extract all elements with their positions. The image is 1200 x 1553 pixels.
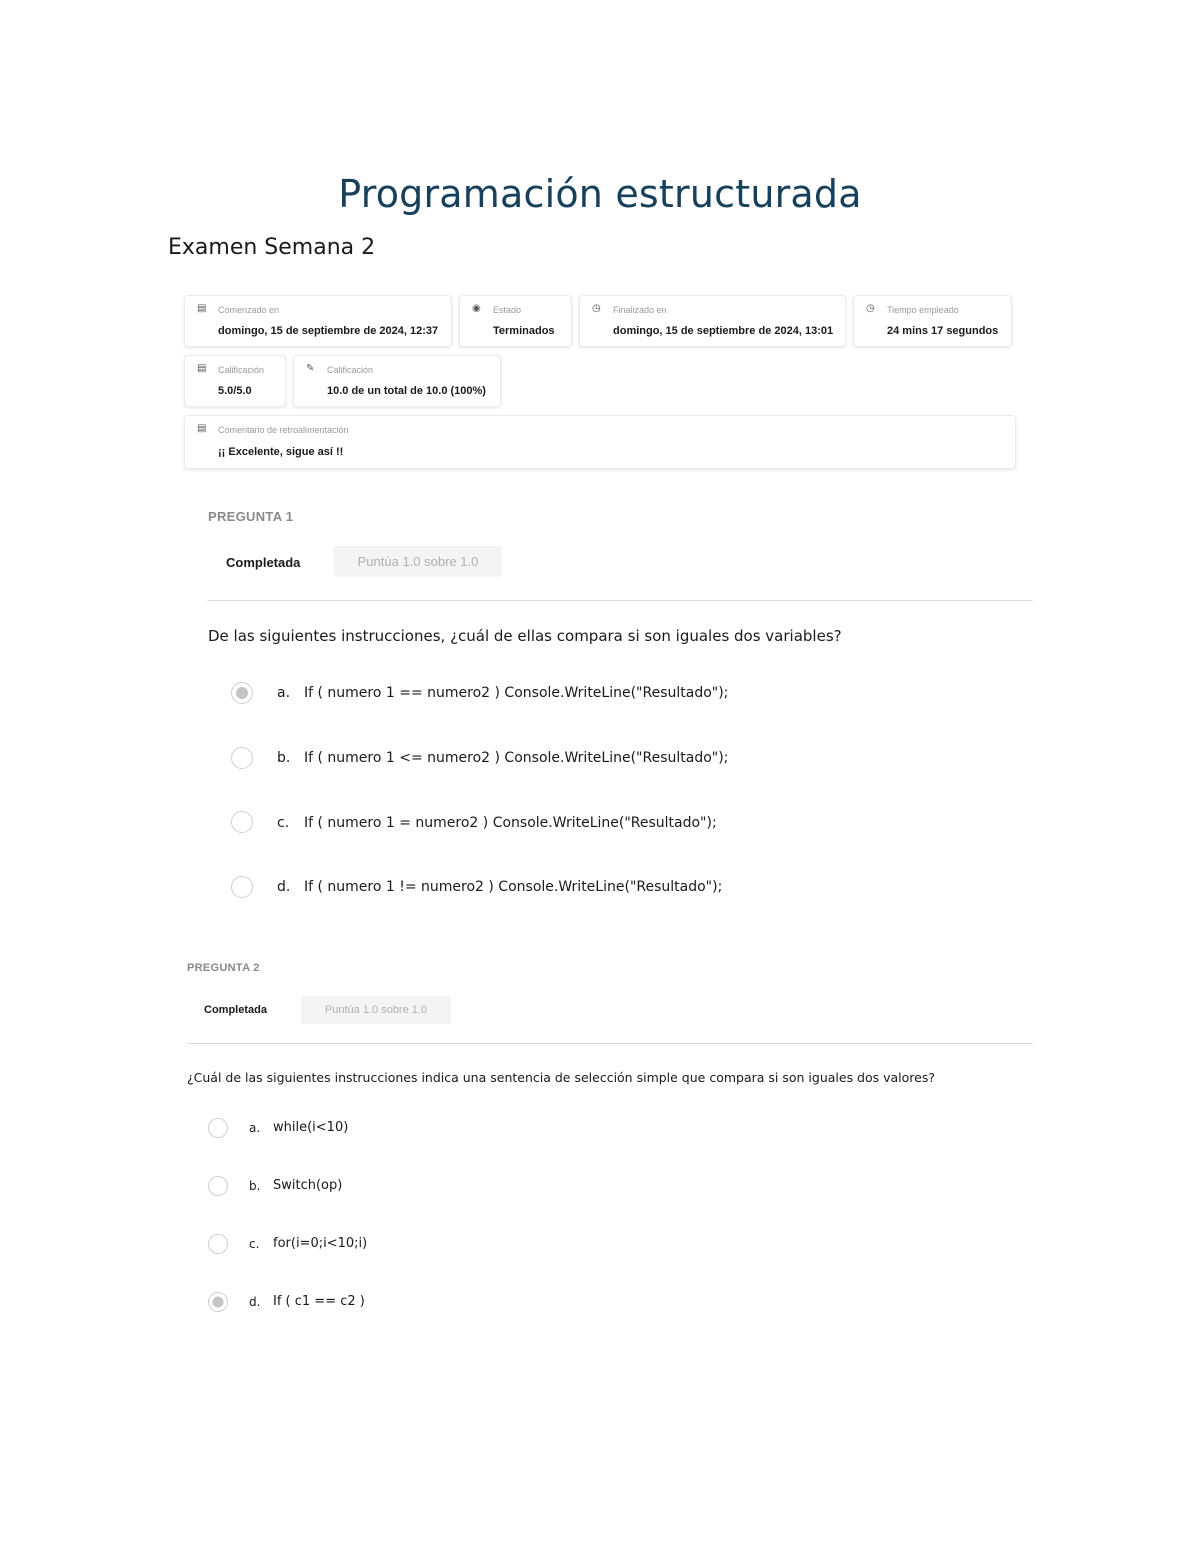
summary-value: 5.0/5.0 bbox=[218, 385, 252, 397]
option-text: Switch(op) bbox=[273, 1178, 343, 1193]
summary-card-started bbox=[184, 295, 452, 347]
pen-icon: ✎ bbox=[306, 363, 315, 374]
option-letter: a. bbox=[249, 1121, 261, 1135]
question-status: Completada bbox=[204, 1004, 267, 1016]
option-text: If ( c1 == c2 ) bbox=[273, 1294, 365, 1309]
option-letter: b. bbox=[277, 750, 291, 766]
calendar-icon: ▤ bbox=[197, 303, 207, 314]
document-subtitle: Examen Semana 2 bbox=[168, 235, 376, 260]
option-letter: a. bbox=[277, 685, 291, 701]
option-radio[interactable] bbox=[231, 811, 253, 833]
summary-label: Comentario de retroalimentación bbox=[218, 425, 349, 435]
summary-value: domingo, 15 de septiembre de 2024, 12:37 bbox=[218, 325, 439, 337]
question-text: ¿Cuál de las siguientes instrucciones indica una sentencia de selección simple que compara si son iguales dos valores? bbox=[187, 1070, 935, 1085]
summary-value: ¡¡ Excelente, sigue así !! bbox=[218, 446, 344, 458]
summary-card-time-spent bbox=[853, 295, 1012, 347]
summary-card-grade-total bbox=[293, 355, 501, 407]
summary-label: Estado bbox=[493, 305, 522, 315]
option-letter: d. bbox=[277, 879, 291, 895]
question-label: PREGUNTA 2 bbox=[187, 962, 260, 974]
option-letter: c. bbox=[277, 815, 290, 831]
option-text: while(i<10) bbox=[273, 1120, 349, 1135]
divider bbox=[187, 1043, 1033, 1044]
question-score: Puntúa 1.0 sobre 1.0 bbox=[334, 546, 502, 577]
summary-label: Comenzado en bbox=[218, 305, 280, 315]
question-text: De las siguientes instrucciones, ¿cuál de ellas compara si son iguales dos variables? bbox=[208, 627, 842, 645]
option-radio[interactable] bbox=[208, 1234, 228, 1254]
option-text: If ( numero 1 = numero2 ) Console.WriteLine("Resultado"); bbox=[304, 815, 717, 831]
option-radio[interactable] bbox=[208, 1118, 228, 1138]
divider bbox=[207, 600, 1033, 601]
option-letter: d. bbox=[249, 1295, 261, 1309]
option-text: for(i=0;i<10;i) bbox=[273, 1236, 368, 1251]
option-text: If ( numero 1 == numero2 ) Console.WriteLine("Resultado"); bbox=[304, 685, 729, 701]
option-letter: c. bbox=[249, 1237, 260, 1251]
option-text: If ( numero 1 <= numero2 ) Console.WriteLine("Resultado"); bbox=[304, 750, 729, 766]
summary-label: Finalizado en bbox=[613, 305, 667, 315]
summary-value: Terminados bbox=[493, 325, 555, 337]
option-radio[interactable] bbox=[231, 747, 253, 769]
option-radio[interactable] bbox=[208, 1292, 228, 1312]
option-text: If ( numero 1 != numero2 ) Console.WriteLine("Resultado"); bbox=[304, 879, 723, 895]
eye-icon: ◉ bbox=[472, 303, 481, 314]
timer-icon: ◷ bbox=[866, 303, 875, 314]
question-score: Puntúa 1.0 sobre 1.0 bbox=[301, 996, 451, 1024]
summary-card-feedback bbox=[184, 415, 1016, 469]
summary-label: Calificación bbox=[327, 365, 374, 375]
document-title: Programación estructurada bbox=[338, 172, 862, 216]
summary-card-state bbox=[459, 295, 572, 347]
summary-value: 10.0 de un total de 10.0 (100%) bbox=[327, 385, 486, 397]
grade-icon: ▤ bbox=[197, 363, 207, 374]
option-letter: b. bbox=[249, 1179, 261, 1193]
option-radio[interactable] bbox=[231, 682, 253, 704]
comment-icon: ▤ bbox=[197, 423, 207, 434]
question-label: PREGUNTA 1 bbox=[208, 509, 294, 524]
summary-value: 24 mins 17 segundos bbox=[887, 325, 999, 337]
summary-card-grade-points bbox=[184, 355, 286, 407]
clock-check-icon: ◷ bbox=[592, 303, 601, 314]
option-radio[interactable] bbox=[208, 1176, 228, 1196]
summary-label: Calificación bbox=[218, 365, 265, 375]
option-radio[interactable] bbox=[231, 876, 253, 898]
summary-card-finished bbox=[579, 295, 846, 347]
summary-value: domingo, 15 de septiembre de 2024, 13:01 bbox=[613, 325, 834, 337]
question-status: Completada bbox=[226, 555, 301, 570]
summary-label: Tiempo empleado bbox=[887, 305, 959, 315]
